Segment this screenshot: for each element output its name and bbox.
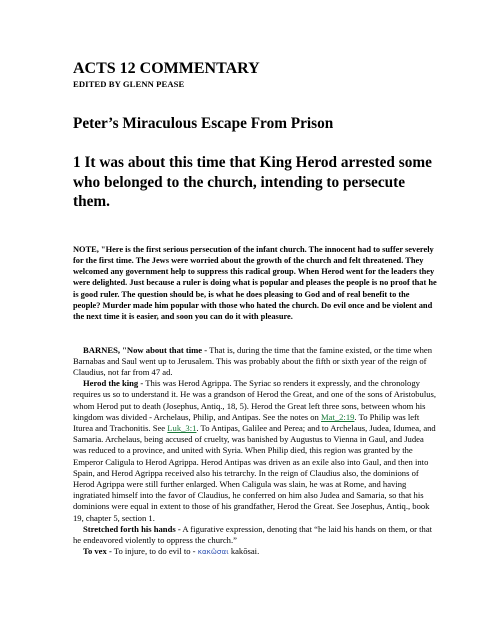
barnes-lead-3: Stretched forth his hands - — [83, 523, 181, 534]
barnes-text-2c: . To Antipas, Galilee and Perea; and to Archelaus, Judea, Idumea, and Samaria. Archelaus, being accused of cruelty, was banished by Augustus to Vienna in Gaul, and Judea was reduced to a province, and united with Syria. When Philip died, this region was granted by the Emperor Caligula to Herod Agrippa. Herod Antipas was driven as an exile also into Gaul, and then into Spain, and Herod Agrippa received also his tetrarchy. In the reign of Claudius also, the dominions of Herod Agrippa were still further enlarged. When Caligula was slain, he was at Rome, and having ingratiated himself into the favor of Claudius, he conferred on him also Judea and Samaria, so that his dominions were equal in extent to those of his grandfather, Herod the Great. See Josephus, Antiq., book 19, chapter 5, section 1. — [73, 423, 436, 523]
barnes-paragraph-4 — [73, 546, 439, 557]
verse-text: 1 It was about this time that King Herod arrested some who belonged to the church, intending to persecute them. — [73, 154, 432, 210]
greek-transliteration: kakōsai. — [228, 546, 260, 557]
barnes-paragraph-3 — [73, 524, 439, 546]
barnes-lead-2: Herod the king - — [83, 378, 144, 389]
barnes-lead-4: To vex - — [83, 546, 112, 557]
barnes-text-2b: . To Philip was left Iturea and Trachonitis. See — [73, 411, 420, 433]
barnes-lead-1: BARNES, "Now about that time - — [83, 344, 208, 355]
document-title: ACTS 12 COMMENTARY — [73, 60, 260, 77]
barnes-text-1: That is, during the time that the famine existed, or the time when Barnabas and Saul went up to Jerusalem. This was probably about the fifth or sixth year of the reign of Claudius, not far from 47 ad. — [73, 344, 433, 377]
barnes-text-2a: This was Herod Agrippa. The Syriac so renders it expressly, and the chronology requires us so to understand it. He was a grandson of Herod the Great, and one of the sons of Aristobulus, whom Herod put to death (Josephus, Antiq., 18, 5). Herod the Great left three sons, between whom his kingdom was divided - Archelaus, Philip, and Antipas. See the notes on — [73, 378, 437, 422]
barnes-text-4: To injure, to do evil to - — [111, 546, 198, 557]
barnes-text-3: A figurative expression, denoting that “he laid his hands on them, or that he endeavored violently to oppress the church.” — [73, 523, 433, 546]
editor-credit: EDITED BY GLENN PEASE — [73, 79, 185, 89]
greek-word: κακῶσαι — [197, 547, 229, 557]
barnes-commentary — [73, 345, 439, 558]
barnes-paragraph-1 — [73, 345, 439, 379]
barnes-paragraph-2 — [73, 378, 439, 524]
scripture-link-luk-3-1[interactable]: Luk_3:1 — [167, 423, 197, 433]
scripture-link-mat-2-19[interactable]: Mat_2:19 — [321, 411, 355, 422]
section-heading: Peter’s Miraculous Escape From Prison — [73, 115, 334, 132]
note-paragraph: NOTE, "Here is the first serious persecution of the infant church. The innocent had to suffer severely for the first time. The Jews were worried about the growth of the church and felt threatened. They welcomed any government help to suppress this radical group. When Herod went for the leaders they were delighted. Just because a ruler is doing what is popular and pleases the people is no proof that he is good ruler. The question should be, is what he does pleasing to God and of real benefit to the people? Murder made him popular with those who hated the church. Do evil once and be violent and the next time it is easier, and soon you can do it with pleasure. — [73, 244, 437, 322]
